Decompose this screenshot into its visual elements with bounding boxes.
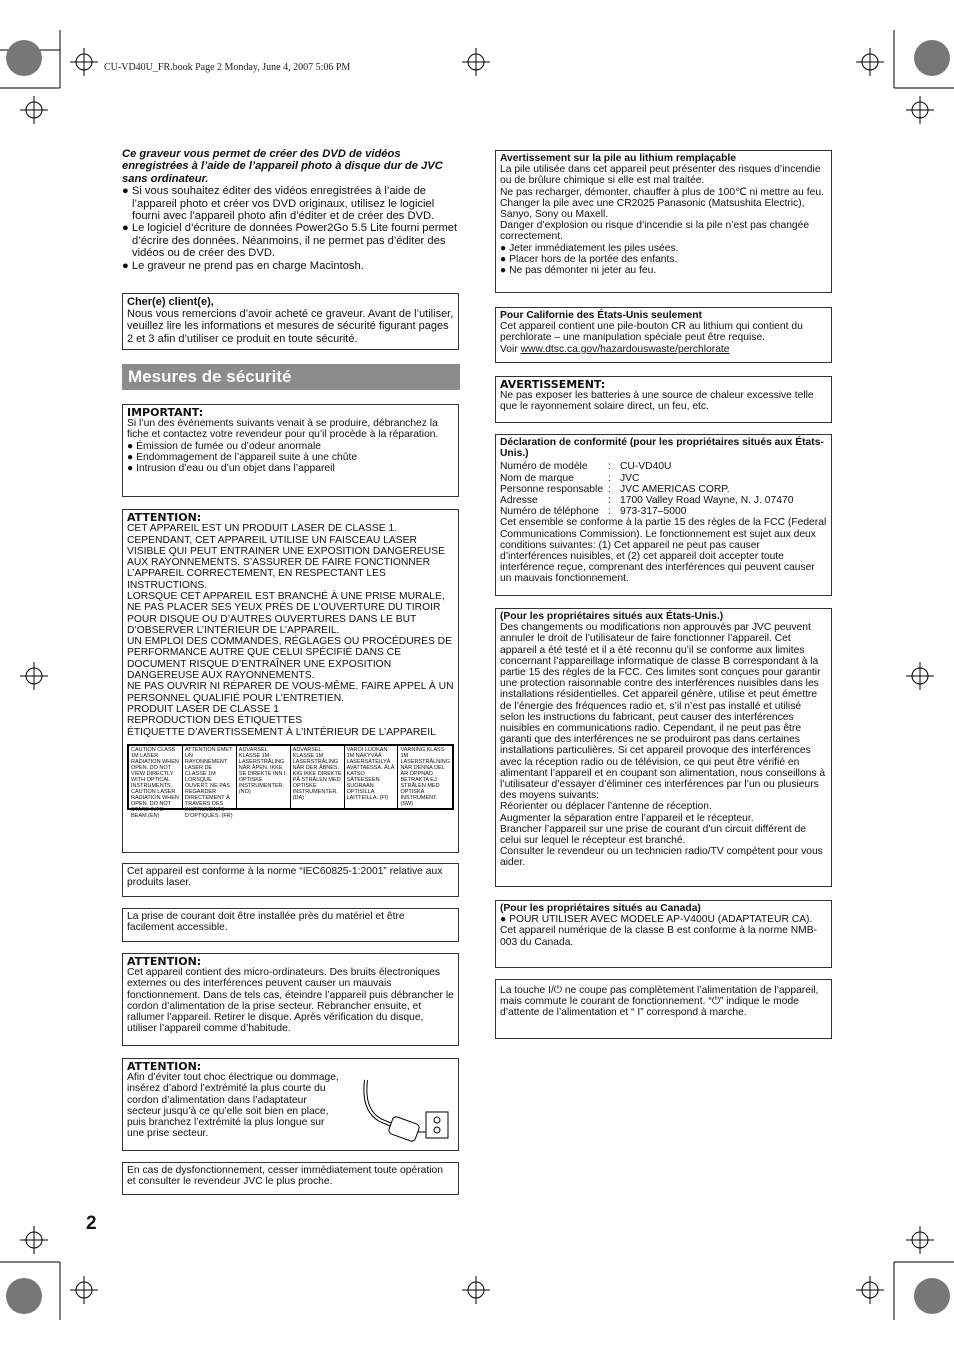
california-link-line: Voir www.dtsc.ca.gov/hazardouswaste/perchlorate	[500, 343, 730, 355]
important-bullet: ● Émission de fumée ou d’odeur anormale	[127, 440, 321, 452]
battery-heading: Avertissement sur la pile au lithium remplaçable	[500, 153, 736, 164]
intro-bullet: ● Le logiciel d’écriture de données Power2Go 5.5 Lite fourni permet d’écrire des données. Néanmoins, il ne permet pas d’éditer des vidéos ou de créer des DVD.	[122, 222, 458, 260]
label-column: VAROI LUOKAN 1M NÄKYVÄÄ LASERSÄTEILYÄ AVATTAESSA. ÄLÄ KATSO SÄTEESEEN SUORAAN OPTISILLA LAITTEILLA. (FI)	[345, 746, 399, 808]
section-title: Mesures de sécurité	[122, 364, 460, 390]
intro-title: Ce graveur vous permet de créer des DVD de vidéos enregistrées à l’aide de l’appareil photo à disque dur de JVC sans ordinateur.	[122, 148, 443, 185]
label-column: VARNING KLASS 1M LASERSTRÅLNING NÄR DENNA DEL ÄR ÖPPNAD. BETRAKTA EJ STRÅLEN MED OPTISKA INSTRUMENT. (SW)	[400, 746, 450, 807]
california-text: Cet appareil contient une pile-bouton CR au lithium qui contient du perchlorate – une manipulation spéciale peut être requise.	[500, 321, 803, 344]
us-owners-box	[495, 608, 832, 887]
iec-box	[122, 863, 459, 897]
malfunction-box	[122, 1162, 459, 1195]
declaration-box	[495, 434, 832, 596]
client-text: Nous vous remercions d’avoir acheté ce graveur. Avant de l’utiliser, veuillez lire les informations et mesures de sécurité figurant pages 2 et 3 afin d’utiliser ce produit en toute sécurité.	[127, 308, 454, 345]
page-number: 2	[86, 1213, 97, 1234]
avertissement-box	[495, 376, 832, 423]
micro-box	[122, 953, 459, 1046]
outlet-box	[122, 908, 459, 942]
intro-bullet: ● Si vous souhaitez éditer des vidéos enregistrées à l’aide de l’appareil photo et créer vos DVD originaux, utilisez le logiciel fourni avec l’appareil photo afin d’éditer et de créer des DVD.	[122, 185, 435, 223]
laser-heading: ATTENTION:	[127, 511, 202, 524]
declaration-row: Numéro de modèle : CU-VD40U	[500, 461, 672, 473]
power-plug-icon	[360, 1076, 452, 1142]
declaration-row: Nom de marque : JVC	[500, 472, 640, 484]
laser-text: CET APPAREIL EST UN PRODUIT LASER DE CLASSE 1. CEPENDANT, CET APPAREIL UTILISE UN FAISCEAU LASER VISIBLE QUI PEUT ENTRAINER UNE EXPOSITION DANGEREUSE AUX RAYONNEMENTS. S’ASSURER DE FAIRE FONCTIONNER L’APPAREIL CORRECTEMENT, EN RESPECTANT LES INSTRUCTIONS. LORSQUE CET APPAREIL EST BRANCHÉ À UNE PRISE MURALE, NE PAS PLACER SES YEUX PRÈS DE L’OUVERTURE DU TIROIR POUR DISQUE OU D’AUTRES OUVERTURES DANS LE BUT D’OBSERVER L’INTÉRIEUR DE L’APPAREIL. UN EMPLOI DES COMMANDES, RÉGLAGES OU PROCÉDURES DE PERFORMANCE AUTRE QUE CELUI SPÉCIFIÉ DANS CE DOCUMENT RISQUE D’ENTRAÎNER UNE EXPOSITION DANGEREUSE AUX RAYONNEMENTS. NE PAS OUVRIR NI RÉPARER DE VOUS-MÊME. FAIRE APPEL À UN PERSONNEL QUALIFIÉ POUR L’ENTRETIEN. PRODUIT LASER DE CLASSE 1 REPRODUCTION DES ÉTIQUETTES ÉTIQUETTE D’AVERTISSEMENT À L’INTÉRIEUR DE L’APPAREIL	[127, 523, 454, 738]
important-heading: IMPORTANT:	[127, 406, 204, 419]
battery-bullet: ● Jeter immédiatement les piles usées.	[500, 242, 679, 254]
battery-bullet: ● Placer hors de la portée des enfants.	[500, 253, 678, 265]
micro-text: Cet appareil contient des micro-ordinateurs. Des bruits électroniques externes ou des interférences peuvent causer un mauvais fonctionnement. Dans de tels cas, éteindre l’appareil puis débrancher le cordon d’alimentation de la prise secteur. Rebrancher ensuite, et rallumer l’appareil. Retirer le disque. Après vérification du disque, utiliser l’appareil comme d’habitude.	[127, 967, 454, 1035]
california-heading: Pour Californie des États-Unis seulement	[500, 310, 702, 321]
label-column: CAUTION CLASS 1M LASER RADIATION WHEN OPEN. DO NOT VIEW DIRECTLY WITH OPTICAL INSTRUMENTS. CAUTION LASER RADIATION WHEN OPEN. DO NOT STARE INTO BEAM.(EN)	[129, 746, 183, 808]
avertissement-heading: AVERTISSEMENT:	[500, 378, 606, 391]
intro-bullet: ● Le graveur ne prend pas en charge Macintosh.	[122, 259, 364, 272]
declaration-heading: Déclaration de conformité (pour les propriétaires situés aux États-Unis.)	[500, 437, 824, 460]
label-column: ADVARSEL KLASSE 1M-LASERSTRÅLING NÅR ÅPEN. IKKE SE DIREKTE INN I OPTISKE INSTRUMENTER. (NO)	[237, 746, 291, 808]
us-owners-text: Des changements ou modifications non approuvés par JVC peuvent annuler le droit de l’utilisateur de faire fonctionner l’appareil. Cet appareil a été testé et il a été reconnu qu’il se conforme aux limites concernant l’appareillage informatique de classe B correspondant à la partie 15 des règles de la FCC. Ces limites sont conçues pour garantir une protection raisonnable contre des interférences nuisibles dans les installations résidentielles. Cet appareil génère, utilise et peut émettre de l’énergie des fréquences radio et, s’il n’est pas installé et utilisé selon les instructions du fabricant, peut causer des interférences nuisibles en communications radio. Cependant, il ne peut pas être garanti que des interférences ne se produiront pas dans certaines installations particulières. Si cet appareil provoque des interférences avec la réception radio ou de télévision, ce qui peut être vérifié en alimentant l’appareil et en coupant son alimentation, nous conseillons à l’utilisateur d’essayer d’éliminer ces interférences par l’un ou plusieurs des moyens suivants: Réorienter ou déplacer l’antenne de réception. Augmenter la séparation entre l’appareil et le récepteur. Brancher l’appareil sur une prise de courant d’un circuit différent de celui sur lequel le récepteur est branché. Consulter le revendeur ou un technicien radio/TV compétent pour vous aider.	[500, 622, 826, 869]
iec-text: Cet appareil est conforme à la norme “IEC60825-1:2001” relative aux produits laser.	[127, 866, 443, 889]
client-heading: Cher(e) client(e),	[127, 296, 214, 308]
shock-text: Afin d’éviter tout choc électrique ou dommage, insérez d’abord l’extrémité la plus courte du cordon d’alimentation dans l’adaptateur secteur jusqu’à ce qu’elle soit bien en place, puis branchez l’extrémité la plus longue sur une prise secteur.	[127, 1072, 339, 1140]
important-bullet: ● Endommagement de l’appareil suite à une chûte	[127, 451, 358, 463]
outlet-text: La prise de courant doit être installée près du matériel et être facilement accessible.	[127, 911, 405, 934]
declaration-row: Numéro de téléphone : 973-317–5000	[500, 506, 687, 518]
important-box	[122, 404, 459, 497]
us-owners-heading: (Pour les propriétaires situés aux États-Unis.)	[500, 611, 724, 622]
shock-heading: ATTENTION:	[127, 1060, 202, 1073]
battery-text: La pile utilisée dans cet appareil peut présenter des risques d’incendie ou de brûlure chimique si elle est mal traitée. Ne pas recharger, démonter, chauffer à plus de 100℃ ni mettre au feu. Changer la pile avec une CR2025 Panasonic (Matsushita Electric), Sanyo, Sony ou Maxell. Danger d’explosion ou risque d’incendie si la pile n’est pas changée correctement.	[500, 164, 824, 243]
label-column: ADVARSEL KLASSE 1M LASERSTRÅLING NÅR DER ÅBNES. KIG IKKE DIREKTE PÅ STRÅLEN MED OPTISKE INSTRUMENTER. (DA)	[291, 746, 345, 808]
canada-bullet: ● POUR UTILISER AVEC MODELE AP-V400U (ADAPTATEUR CA).	[500, 914, 813, 926]
label-column: ATTENTION ÉMET UN RAYONNEMENT LASER DE CLASSE 1M LORSQUE OUVERT. NE PAS REGARDER DIRECTEMENT À TRAVERS DES INSTRUMENTS D’OPTIQUES. (FR)	[183, 746, 237, 808]
malfunction-text: En cas de dysfonctionnement, cesser immédiatement toute opération et consulter le revendeur JVC le plus proche.	[127, 1165, 443, 1188]
micro-heading: ATTENTION:	[127, 955, 202, 968]
canada-box	[495, 900, 832, 968]
laser-box	[122, 509, 459, 853]
perchlorate-link[interactable]: www.dtsc.ca.gov/hazardouswaste/perchlorate	[520, 343, 730, 355]
important-text: Si l’un des événements suivants venait à se produire, débranchez la fiche et contactez votre revendeur pour qu’il procède à la réparation.	[127, 418, 439, 441]
declaration-row: Personne responsable : JVC AMERICAS CORP.	[500, 483, 730, 495]
declaration-row: Adresse : 1700 Valley Road Wayne, N. J. 07470	[500, 495, 794, 507]
client-box	[122, 293, 459, 350]
intro-section	[122, 148, 464, 272]
canada-heading: (Pour les propriétaires situés au Canada)	[500, 903, 701, 914]
standby-text: La touche I/⏻ ne coupe pas complètement l’alimentation de l’appareil, mais commute le courant de fonctionnement. “⏻” indique le mode d’attente de l’alimentation et “ I” correspond à marche.	[500, 985, 819, 1019]
declaration-text: Cet ensemble se conforme à la partie 15 des règles de la FCC (Federal Communications Commission). Le fonctionnement est sujet aux deux conditions suivantes: (1) Cet appareil ne peut pas causer d’interférences nuisibles, et (2) cet appareil doit accepter toute interférence reçue, comprenant des interférences qui peuvent causer un mauvais fonctionnement.	[500, 517, 827, 585]
laser-warning-label	[127, 744, 454, 819]
standby-box	[495, 979, 832, 1039]
battery-box	[495, 150, 832, 293]
canada-text: Cet appareil numérique de la classe B est conforme à la norme NMB-003 du Canada.	[500, 925, 818, 948]
important-bullet: ● Intrusion d’eau ou d’un objet dans l’appareil	[127, 463, 335, 475]
california-box	[495, 307, 832, 363]
avertissement-text: Ne pas exposer les batteries à une source de chaleur excessive telle que le rayonnement solaire direct, un feu, etc.	[500, 390, 814, 413]
battery-bullet: ● Ne pas démonter ni jeter au feu.	[500, 265, 657, 277]
print-header: CU-VD40U_FR.book Page 2 Monday, June 4, 2007 5:06 PM	[104, 62, 351, 73]
